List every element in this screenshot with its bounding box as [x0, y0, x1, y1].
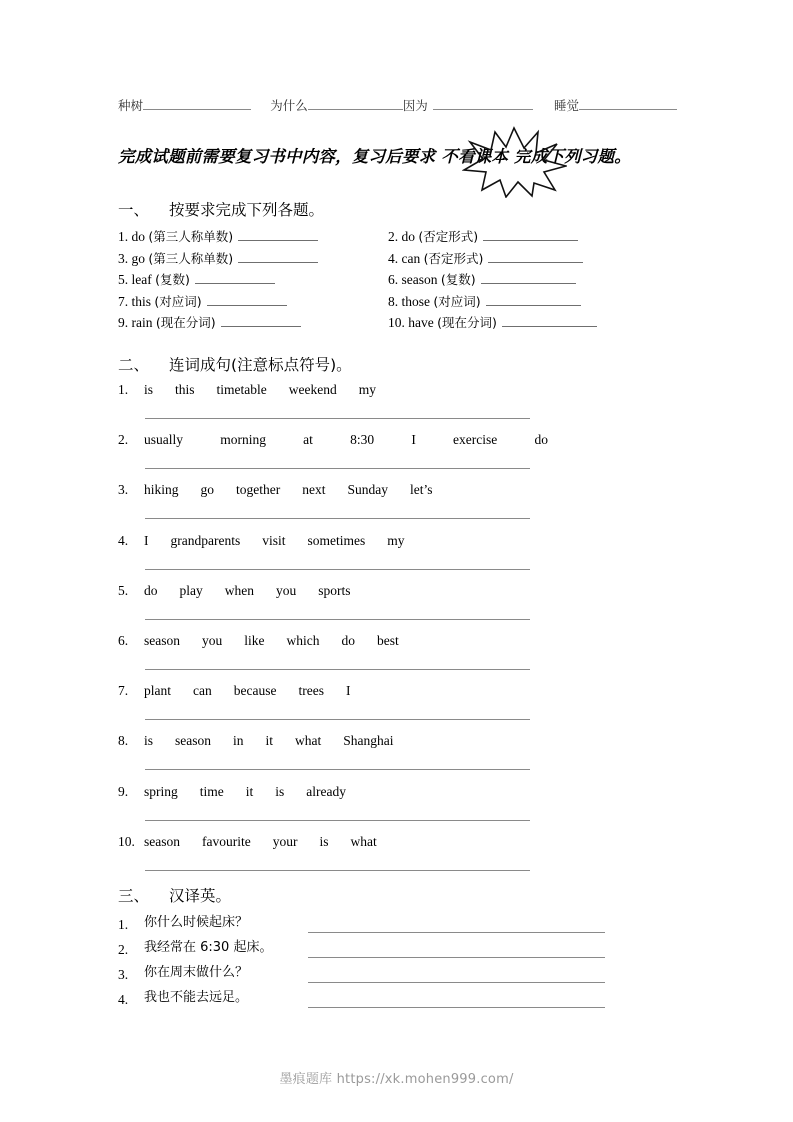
word-chip: 8:30 [350, 432, 375, 448]
q-number: 10. [118, 833, 135, 849]
answer-blank[interactable] [145, 719, 530, 720]
answer-blank[interactable] [238, 249, 318, 263]
list-item [118, 481, 718, 531]
q-hint: (否定形式) [423, 250, 484, 266]
word-chip: plant [144, 683, 171, 699]
word-chip: trees [298, 683, 324, 699]
word-chip: hiking [144, 482, 179, 498]
q-hint: (现在分词) [155, 315, 216, 330]
word-chip: time [199, 783, 224, 799]
word-chip: usually [144, 432, 183, 448]
word-chip: sports [318, 582, 351, 598]
word-chip: next [302, 482, 326, 498]
answer-blank[interactable] [145, 820, 530, 821]
top-fill-in-strip [118, 97, 678, 114]
word-chip: exercise [453, 432, 498, 448]
word-chip: Sunday [347, 482, 388, 498]
q-number: 7. [118, 293, 129, 309]
word-bank [144, 582, 548, 600]
q-hint: (对应词) [154, 293, 202, 309]
q-hint: (对应词) [433, 293, 481, 309]
word-chip: which [286, 632, 320, 648]
word-chip: at [303, 432, 313, 448]
top-label-0: 种树 [118, 98, 144, 113]
word-chip: is [144, 733, 154, 749]
q-number: 6. [388, 272, 399, 287]
q-hint: (否定形式) [418, 229, 479, 244]
q-number: 5. [118, 272, 129, 287]
q-number: 9. [118, 315, 129, 330]
word-chip: Shanghai [343, 733, 394, 749]
word-chip: season [175, 733, 212, 749]
q-number: 4. [388, 250, 399, 266]
table-row [118, 248, 718, 270]
list-item [118, 381, 718, 431]
list-item [118, 783, 718, 833]
q-word: have [408, 315, 434, 330]
word-chip: can [193, 683, 212, 699]
answer-blank[interactable] [145, 769, 530, 770]
question-item [388, 248, 718, 270]
word-bank [144, 431, 548, 449]
answer-blank[interactable] [483, 227, 578, 241]
table-row [118, 291, 718, 313]
answer-blank[interactable] [221, 313, 301, 327]
instruction-text: 完成试题前需要复习书中内容，复习后要求 不看课本 完成下列习题。 [118, 147, 631, 166]
word-bank [144, 783, 548, 801]
q-number: 9. [118, 783, 129, 799]
q-chinese: 你什么时候起床？ [144, 915, 249, 930]
word-bank [144, 381, 548, 399]
q-word: go [131, 250, 145, 266]
word-chip: morning [220, 432, 266, 448]
section-3-heading [118, 886, 231, 906]
q-word: do [401, 229, 415, 244]
top-blank-2[interactable] [433, 97, 533, 110]
word-chip: what [295, 733, 322, 749]
list-item [118, 913, 718, 938]
q-number: 2. [388, 229, 399, 244]
q-chinese: 我经常在 6:30 起床。 [144, 940, 273, 955]
q-number: 10. [388, 315, 405, 330]
q-word: do [131, 229, 145, 244]
word-chip: season [144, 833, 180, 849]
question-item [118, 269, 388, 291]
answer-blank[interactable] [308, 957, 605, 958]
word-chip: grandparents [170, 532, 241, 548]
section-2-title: 连词成句(注意标点符号)。 [169, 356, 352, 374]
word-chip: is [275, 783, 285, 799]
section-1-heading [118, 200, 324, 220]
word-chip: do [534, 432, 548, 448]
q-number: 1. [118, 229, 129, 244]
q-number: 3. [118, 967, 129, 982]
answer-blank[interactable] [145, 669, 530, 670]
q-number: 6. [118, 632, 129, 648]
top-label-2: 因为 [402, 98, 428, 113]
q-word: this [131, 293, 152, 309]
word-chip: already [306, 783, 347, 799]
section-1-number: 一、 [118, 201, 150, 219]
answer-blank[interactable] [145, 518, 530, 519]
table-row [118, 312, 718, 334]
section-1-title: 按要求完成下列各题。 [169, 201, 325, 219]
q-chinese: 我也不能去远足。 [144, 990, 249, 1005]
word-chip: my [358, 382, 377, 397]
word-chip: season [144, 632, 180, 648]
table-row [118, 269, 718, 291]
word-chip: is [144, 382, 154, 397]
word-chip: go [200, 482, 215, 498]
question-item [118, 312, 388, 334]
word-chip: play [179, 582, 203, 598]
q-word: season [401, 272, 438, 287]
word-chip: together [236, 482, 281, 498]
word-chip: timetable [216, 382, 267, 397]
top-label-3: 睡觉 [554, 98, 580, 113]
answer-blank[interactable] [502, 313, 597, 327]
answer-blank[interactable] [488, 249, 583, 263]
question-item [118, 248, 388, 270]
q-number: 1. [118, 917, 129, 932]
question-item [118, 291, 388, 313]
word-chip: what [350, 833, 377, 849]
q-hint: (现在分词) [437, 315, 497, 330]
word-chip: I [411, 432, 416, 448]
list-item [118, 732, 718, 782]
word-chip: your [272, 833, 298, 849]
question-item [388, 226, 718, 248]
q-word: rain [131, 315, 153, 330]
answer-blank[interactable] [145, 619, 530, 620]
q-number: 3. [118, 250, 129, 266]
q-word: can [401, 250, 421, 266]
top-blank-3[interactable] [579, 97, 677, 110]
section-3-number: 三、 [118, 887, 150, 905]
answer-blank[interactable] [145, 418, 530, 419]
q-number: 1. [118, 382, 129, 397]
answer-blank[interactable] [238, 227, 318, 241]
word-bank [144, 682, 548, 700]
word-chip: visit [262, 532, 286, 548]
answer-blank[interactable] [195, 270, 275, 284]
word-chip: I [144, 532, 149, 548]
list-item [118, 632, 718, 682]
q-hint: (第三人称单数) [148, 250, 234, 266]
word-chip: spring [144, 783, 178, 799]
word-chip: this [175, 382, 195, 397]
top-blank-0[interactable] [143, 97, 251, 110]
word-chip: I [345, 683, 351, 699]
answer-blank[interactable] [308, 1007, 605, 1008]
word-chip: because [233, 683, 277, 699]
question-item [388, 269, 718, 291]
q-number: 2. [118, 432, 129, 448]
footer-watermark: 墨痕题库 https://xk.mohen999.com/ [279, 1072, 514, 1087]
question-item [388, 291, 718, 313]
q-number: 4. [118, 992, 129, 1007]
answer-blank[interactable] [145, 870, 530, 871]
word-chip: it [265, 733, 274, 749]
list-item [118, 988, 718, 1013]
section-3-title: 汉译英。 [169, 887, 232, 905]
list-item [118, 938, 718, 963]
list-item [118, 532, 718, 582]
word-chip: when [224, 582, 254, 598]
answer-blank[interactable] [145, 468, 530, 469]
answer-blank[interactable] [486, 292, 581, 306]
word-chip: my [387, 532, 405, 548]
word-bank [144, 632, 548, 650]
word-bank [144, 732, 548, 750]
list-item [118, 963, 718, 988]
q-chinese: 你在周末做什么？ [144, 965, 249, 980]
q-number: 8. [388, 293, 399, 309]
word-chip: favourite [202, 833, 251, 849]
word-chip: sometimes [307, 532, 366, 548]
top-blank-1[interactable] [308, 97, 403, 110]
word-chip: weekend [288, 382, 337, 397]
q-word: those [401, 293, 430, 309]
q-number: 3. [118, 482, 129, 498]
q-number: 2. [118, 942, 129, 957]
answer-blank[interactable] [308, 982, 605, 983]
list-item [118, 682, 718, 732]
q-number: 7. [118, 683, 129, 699]
word-bank [144, 833, 548, 851]
word-bank [144, 481, 548, 499]
q-number: 4. [118, 532, 129, 548]
top-label-1: 为什么 [270, 98, 308, 113]
word-chip: it [245, 783, 254, 799]
q-hint: (复数) [155, 272, 190, 287]
word-chip: like [244, 632, 265, 648]
word-chip: best [377, 632, 399, 648]
list-item [118, 582, 718, 632]
word-chip: in [233, 733, 244, 749]
question-item [388, 312, 718, 334]
section-2-number: 二、 [118, 356, 150, 374]
list-item [118, 431, 718, 481]
q-number: 5. [118, 582, 129, 598]
word-chip: do [341, 632, 355, 648]
word-chip: you [276, 582, 297, 598]
word-bank [144, 532, 548, 550]
q-hint: (复数) [440, 272, 476, 287]
word-chip: do [144, 582, 158, 598]
word-chip: is [319, 833, 329, 849]
table-row [118, 226, 718, 248]
answer-blank[interactable] [308, 932, 605, 933]
section-3-items [118, 913, 718, 1013]
list-item [118, 833, 718, 883]
word-chip: you [202, 632, 223, 648]
answer-blank[interactable] [207, 292, 287, 306]
q-number: 8. [118, 733, 129, 749]
section-2-heading [118, 355, 352, 375]
answer-blank[interactable] [481, 270, 576, 284]
section-2-items [118, 381, 718, 883]
q-hint: (第三人称单数) [148, 229, 234, 244]
q-word: leaf [131, 272, 152, 287]
word-chip: let’s [410, 482, 433, 498]
answer-blank[interactable] [145, 569, 530, 570]
section-1-items [118, 226, 718, 334]
question-item [118, 226, 388, 248]
